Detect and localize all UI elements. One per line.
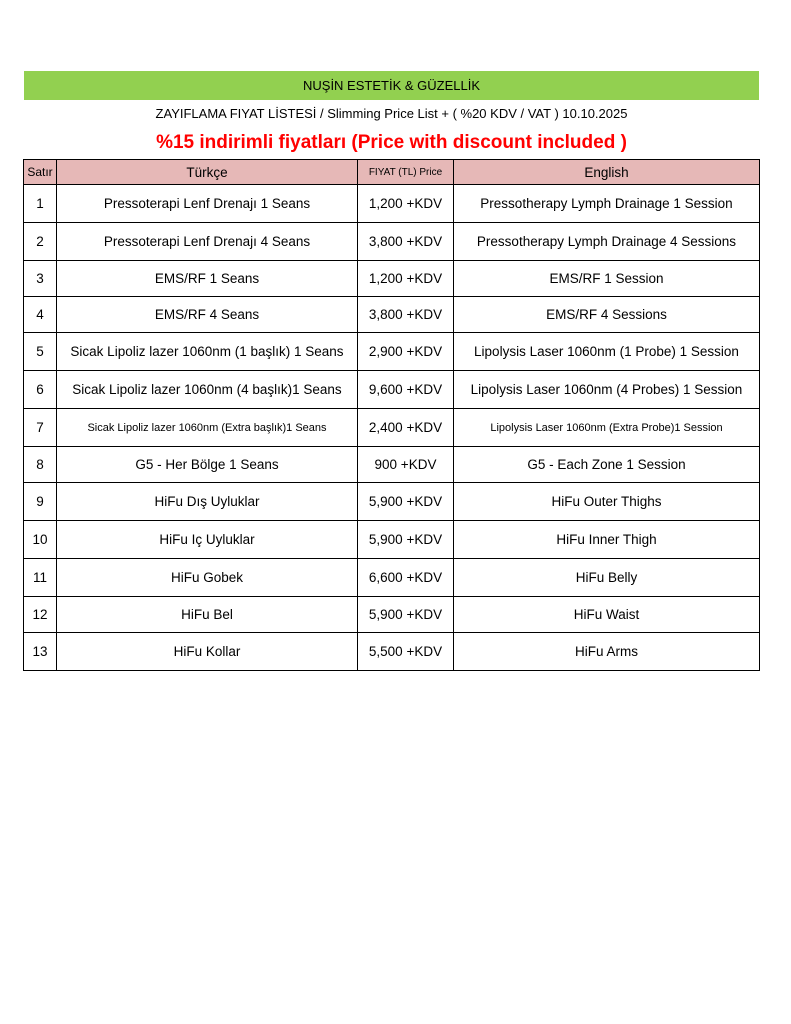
row-number: 11 (24, 559, 57, 597)
row-turkish: HiFu Gobek (57, 559, 358, 597)
table-row (24, 261, 760, 297)
row-number: 12 (24, 597, 57, 633)
header-turkce: Türkçe (57, 160, 358, 185)
row-english: Lipolysis Laser 1060nm (Extra Probe)1 Session (454, 409, 760, 447)
row-turkish: Sicak Lipoliz lazer 1060nm (4 başlık)1 Seans (57, 371, 358, 409)
table-row (24, 521, 760, 559)
header-satir: Satır (24, 160, 57, 185)
row-turkish: Sicak Lipoliz lazer 1060nm (1 başlık) 1 Seans (57, 333, 358, 371)
row-price: 1,200 +KDV (358, 261, 454, 297)
row-english: Lipolysis Laser 1060nm (1 Probe) 1 Session (454, 333, 760, 371)
table-row (24, 297, 760, 333)
table-row (24, 447, 760, 483)
row-price: 5,900 +KDV (358, 597, 454, 633)
row-number: 3 (24, 261, 57, 297)
row-number: 7 (24, 409, 57, 447)
row-price: 3,800 +KDV (358, 297, 454, 333)
table-row (24, 483, 760, 521)
row-english: EMS/RF 4 Sessions (454, 297, 760, 333)
table-row (24, 597, 760, 633)
table-row (24, 559, 760, 597)
row-price: 2,900 +KDV (358, 333, 454, 371)
row-turkish: Pressoterapi Lenf Drenajı 4 Seans (57, 223, 358, 261)
table-row (24, 223, 760, 261)
table-row (24, 371, 760, 409)
row-price: 5,900 +KDV (358, 521, 454, 559)
row-turkish: HiFu Bel (57, 597, 358, 633)
table-row (24, 333, 760, 371)
row-turkish: HiFu Dış Uyluklar (57, 483, 358, 521)
row-price: 1,200 +KDV (358, 185, 454, 223)
row-english: HiFu Arms (454, 633, 760, 671)
row-english: HiFu Outer Thighs (454, 483, 760, 521)
row-number: 13 (24, 633, 57, 671)
row-number: 9 (24, 483, 57, 521)
row-number: 1 (24, 185, 57, 223)
row-turkish: Pressoterapi Lenf Drenajı 1 Seans (57, 185, 358, 223)
company-banner (24, 71, 759, 100)
row-number: 10 (24, 521, 57, 559)
row-english: HiFu Belly (454, 559, 760, 597)
row-turkish: Sicak Lipoliz lazer 1060nm (Extra başlık)1 Seans (57, 409, 358, 447)
row-english: Pressotherapy Lymph Drainage 4 Sessions (454, 223, 760, 261)
price-table (23, 159, 760, 671)
row-turkish: HiFu Kollar (57, 633, 358, 671)
table-row (24, 185, 760, 223)
row-number: 5 (24, 333, 57, 371)
row-english: EMS/RF 1 Session (454, 261, 760, 297)
row-number: 6 (24, 371, 57, 409)
row-price: 5,900 +KDV (358, 483, 454, 521)
row-price: 3,800 +KDV (358, 223, 454, 261)
row-turkish: EMS/RF 4 Seans (57, 297, 358, 333)
discount-note: %15 indirimli fiyatları (Price with discount included ) (156, 132, 627, 153)
row-price: 5,500 +KDV (358, 633, 454, 671)
row-number: 8 (24, 447, 57, 483)
company-name: NUŞİN ESTETİK & GÜZELLİK (303, 78, 480, 93)
row-english: Lipolysis Laser 1060nm (4 Probes) 1 Session (454, 371, 760, 409)
row-english: G5 - Each Zone 1 Session (454, 447, 760, 483)
table-header-row (24, 160, 760, 185)
row-price: 9,600 +KDV (358, 371, 454, 409)
row-number: 2 (24, 223, 57, 261)
row-turkish: G5 - Her Bölge 1 Seans (57, 447, 358, 483)
row-turkish: EMS/RF 1 Seans (57, 261, 358, 297)
row-price: 2,400 +KDV (358, 409, 454, 447)
row-english: HiFu Inner Thigh (454, 521, 760, 559)
row-price: 900 +KDV (358, 447, 454, 483)
row-english: Pressotherapy Lymph Drainage 1 Session (454, 185, 760, 223)
row-price: 6,600 +KDV (358, 559, 454, 597)
table-row (24, 409, 760, 447)
row-turkish: HiFu Iç Uyluklar (57, 521, 358, 559)
price-list-subtitle: ZAYIFLAMA FIYAT LİSTESİ / Slimming Price List + ( %20 KDV / VAT ) 10.10.2025 (155, 106, 628, 121)
table-row (24, 633, 760, 671)
header-english: English (454, 160, 760, 185)
header-price: FIYAT (TL) Price (358, 160, 454, 185)
row-english: HiFu Waist (454, 597, 760, 633)
row-number: 4 (24, 297, 57, 333)
